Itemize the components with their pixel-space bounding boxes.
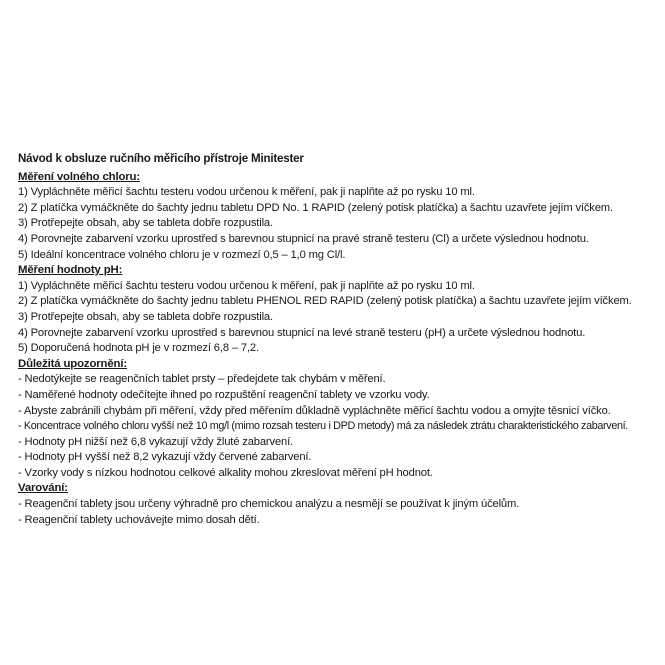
- section-heading-free-chlorine: Měření volného chloru:: [18, 170, 141, 183]
- instruction-line: 1) Vypláchněte měřicí šachtu testeru vodou určenou k měření, pak ji naplňte až po rysku 10 ml.: [18, 186, 475, 199]
- instruction-line: 4) Porovnejte zabarvení vzorku uprostřed s barevnou stupnicí na levé straně testeru (pH) a určete výslednou hodnotu.: [18, 326, 586, 339]
- document-title: Návod k obsluze ručního měřicího přístroje Minitester: [18, 152, 304, 165]
- warning-line: - Reagenční tablety uchovávejte mimo dosah dětí.: [18, 513, 260, 526]
- instruction-line: 3) Protřepejte obsah, aby se tableta dobře rozpustila.: [18, 217, 273, 230]
- section-heading-warning: Varování:: [18, 482, 68, 495]
- instruction-line: 2) Z platíčka vymáčkněte do šachty jednu tabletu PHENOL RED RAPID (zelený potisk platíčka) a šachtu uzavřete jejím víčkem.: [18, 295, 632, 308]
- note-line: - Abyste zabránili chybám při měření, vždy před měřením důkladně vypláchněte měřicí šachtu vodou a omyjte těsnicí víčko.: [18, 404, 611, 417]
- instruction-line: 2) Z platíčka vymáčkněte do šachty jednu tabletu DPD No. 1 RAPID (zelený potisk platíčka) a šachtu uzavřete jejím víčkem.: [18, 201, 613, 214]
- section-ph: [18, 263, 658, 357]
- instructions-document: [18, 151, 658, 528]
- note-line: - Vzorky vody s nízkou hodnotou celkové alkality mohou zkreslovat měření pH hodnot.: [18, 466, 433, 479]
- instruction-line: 3) Protřepejte obsah, aby se tableta dobře rozpustila.: [18, 310, 273, 323]
- instruction-line: 4) Porovnejte zabarvení vzorku uprostřed s barevnou stupnicí na pravé straně testeru (Cl) a určete výslednou hodnotu.: [18, 232, 589, 245]
- section-heading-important-notes: Důležitá upozornění:: [18, 357, 128, 370]
- instruction-line: 5) Doporučená hodnota pH je v rozmezí 6,8 – 7,2.: [18, 342, 259, 355]
- note-line: - Koncentrace volného chloru vyšší než 10 mg/l (mimo rozsah testeru i DPD metody) má za následek ztrátu charakteristického zabarvení.: [18, 420, 628, 433]
- warning-line: - Reagenční tablety jsou určeny výhradně pro chemickou analýzu a nesmějí se používat k jiným účelům.: [18, 498, 520, 511]
- instruction-line: 5) Ideální koncentrace volného chloru je v rozmezí 0,5 – 1,0 mg Cl/l.: [18, 248, 346, 261]
- section-free-chlorine: [18, 170, 658, 264]
- section-important-notes: [18, 357, 658, 482]
- instruction-line: 1) Vypláchněte měřicí šachtu testeru vodou určenou k měření, pak ji naplňte až po rysku 10 ml.: [18, 279, 475, 292]
- section-heading-ph: Měření hodnoty pH:: [18, 264, 123, 277]
- note-line: - Nedotýkejte se reagenčních tablet prsty – předejdete tak chybám v měření.: [18, 373, 386, 386]
- note-line: - Hodnoty pH vyšší než 8,2 vykazují vždy červené zabarvení.: [18, 451, 312, 464]
- note-line: - Naměřené hodnoty odečítejte ihned po rozpuštění reagenční tablety ve vzorku vody.: [18, 388, 430, 401]
- section-warning: [18, 481, 658, 528]
- note-line: - Hodnoty pH nižší než 6,8 vykazují vždy žluté zabarvení.: [18, 435, 293, 448]
